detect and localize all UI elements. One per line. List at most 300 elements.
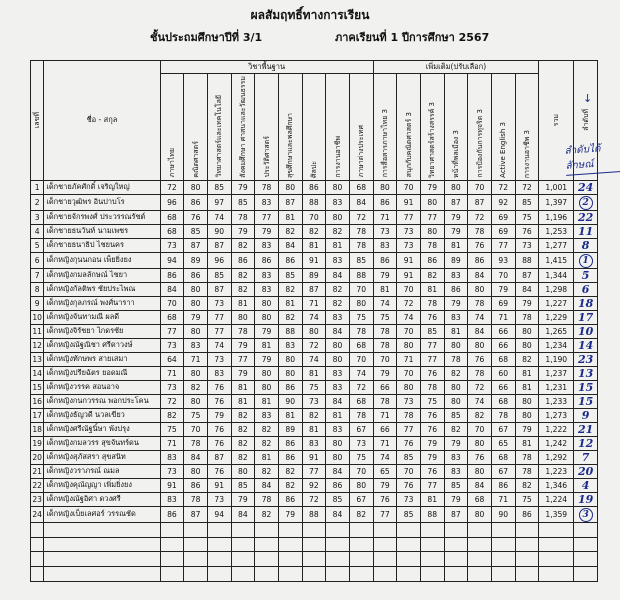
rank-cell: 19 bbox=[574, 492, 598, 506]
score-cell: 71 bbox=[373, 408, 397, 422]
score-cell: 81 bbox=[302, 366, 326, 380]
score-cell: 80 bbox=[444, 394, 468, 408]
empty-cell bbox=[491, 566, 515, 581]
empty-cell bbox=[31, 537, 44, 552]
score-cell: 82 bbox=[231, 450, 255, 464]
student-name: เด็กหญิงศรีณัฐนิ์ษา พังปรุง bbox=[44, 422, 160, 436]
student-name: เด็กหญิงทักษพร สายเสมา bbox=[44, 352, 160, 366]
empty-cell bbox=[539, 566, 574, 581]
score-cell: 80 bbox=[184, 464, 208, 478]
empty-cell bbox=[420, 522, 444, 537]
rank-cell: 2 bbox=[574, 194, 598, 210]
rank-cell: 8 bbox=[574, 238, 598, 252]
score-cell: 79 bbox=[373, 268, 397, 282]
score-cell: 82 bbox=[231, 408, 255, 422]
score-cell: 85 bbox=[326, 492, 350, 506]
score-cell: 71 bbox=[184, 352, 208, 366]
score-cell: 82 bbox=[255, 436, 279, 450]
total-score: 1,253 bbox=[539, 224, 574, 238]
score-cell: 74 bbox=[349, 366, 373, 380]
score-cell: 76 bbox=[420, 366, 444, 380]
score-cell: 70 bbox=[397, 282, 421, 296]
rank-cell: 20 bbox=[574, 464, 598, 478]
score-cell: 72 bbox=[349, 210, 373, 224]
score-cell: 77 bbox=[420, 210, 444, 224]
score-cell: 86 bbox=[278, 252, 302, 268]
row-number: 19 bbox=[31, 436, 44, 450]
row-number: 9 bbox=[31, 296, 44, 310]
score-cell: 74 bbox=[302, 352, 326, 366]
score-cell: 84 bbox=[349, 194, 373, 210]
score-cell: 89 bbox=[278, 422, 302, 436]
table-row bbox=[31, 352, 598, 366]
score-cell: 86 bbox=[491, 478, 515, 492]
handwritten-note: ลำดับได้ลักษณ์ bbox=[564, 140, 620, 174]
score-cell: 87 bbox=[444, 506, 468, 522]
score-cell: 85 bbox=[397, 506, 421, 522]
rank-cell: 4 bbox=[574, 478, 598, 492]
row-number: 18 bbox=[31, 422, 44, 436]
score-cell: 81 bbox=[231, 394, 255, 408]
score-cell: 80 bbox=[184, 282, 208, 296]
score-cell: 75 bbox=[160, 422, 184, 436]
score-cell: 70 bbox=[349, 282, 373, 296]
empty-cell bbox=[515, 537, 539, 552]
score-cell: 80 bbox=[278, 352, 302, 366]
score-cell: 82 bbox=[349, 506, 373, 522]
score-cell: 80 bbox=[515, 324, 539, 338]
score-cell: 78 bbox=[515, 464, 539, 478]
score-cell: 91 bbox=[397, 268, 421, 282]
empty-cell bbox=[302, 552, 326, 567]
score-cell: 85 bbox=[231, 478, 255, 492]
subject-header: ภาษาไทย bbox=[160, 74, 184, 181]
score-cell: 90 bbox=[491, 506, 515, 522]
empty-cell bbox=[349, 566, 373, 581]
table-row bbox=[31, 338, 598, 352]
score-cell: 66 bbox=[373, 422, 397, 436]
score-cell: 79 bbox=[420, 450, 444, 464]
score-cell: 81 bbox=[278, 296, 302, 310]
score-cell: 81 bbox=[326, 238, 350, 252]
score-cell: 86 bbox=[278, 380, 302, 394]
score-cell: 70 bbox=[160, 296, 184, 310]
score-cell: 92 bbox=[491, 194, 515, 210]
empty-cell bbox=[539, 522, 574, 537]
row-number: 17 bbox=[31, 408, 44, 422]
score-cell: 78 bbox=[349, 224, 373, 238]
score-cell: 78 bbox=[468, 296, 492, 310]
score-cell: 76 bbox=[420, 310, 444, 324]
table-row bbox=[31, 408, 598, 422]
score-cell: 80 bbox=[420, 194, 444, 210]
score-cell: 83 bbox=[326, 366, 350, 380]
score-cell: 79 bbox=[231, 366, 255, 380]
rank-cell: 21 bbox=[574, 422, 598, 436]
score-cell: 85 bbox=[420, 324, 444, 338]
rank-cell: 6 bbox=[574, 282, 598, 296]
empty-cell bbox=[160, 537, 184, 552]
score-cell: 88 bbox=[302, 194, 326, 210]
table-row bbox=[31, 282, 598, 296]
score-cell: 80 bbox=[468, 506, 492, 522]
subject-header: การป้องกันการทุจริต 3 bbox=[468, 74, 492, 181]
blank-row bbox=[31, 537, 598, 552]
score-cell: 80 bbox=[326, 210, 350, 224]
score-cell: 72 bbox=[349, 380, 373, 394]
table-row bbox=[31, 394, 598, 408]
score-cell: 81 bbox=[255, 450, 279, 464]
empty-cell bbox=[444, 522, 468, 537]
score-cell: 68 bbox=[349, 394, 373, 408]
score-cell: 73 bbox=[302, 394, 326, 408]
total-score: 1,234 bbox=[539, 338, 574, 352]
score-cell: 80 bbox=[184, 180, 208, 194]
score-cell: 91 bbox=[397, 252, 421, 268]
empty-cell bbox=[184, 552, 208, 567]
table-row bbox=[31, 478, 598, 492]
total-score: 1,222 bbox=[539, 422, 574, 436]
total-score: 1,224 bbox=[539, 492, 574, 506]
total-score: 1,237 bbox=[539, 366, 574, 380]
total-score: 1,298 bbox=[539, 282, 574, 296]
score-cell: 82 bbox=[326, 224, 350, 238]
row-number: 21 bbox=[31, 464, 44, 478]
score-cell: 80 bbox=[444, 338, 468, 352]
score-cell: 80 bbox=[468, 464, 492, 478]
score-cell: 94 bbox=[207, 506, 231, 522]
score-cell: 76 bbox=[420, 422, 444, 436]
empty-cell bbox=[184, 537, 208, 552]
score-cell: 77 bbox=[373, 506, 397, 522]
score-cell: 90 bbox=[207, 224, 231, 238]
score-cell: 70 bbox=[468, 180, 492, 194]
score-cell: 78 bbox=[184, 492, 208, 506]
score-cell: 73 bbox=[397, 238, 421, 252]
score-cell: 75 bbox=[515, 492, 539, 506]
score-cell: 79 bbox=[444, 210, 468, 224]
score-cell: 78 bbox=[468, 224, 492, 238]
score-cell: 85 bbox=[184, 224, 208, 238]
score-cell: 84 bbox=[255, 478, 279, 492]
empty-cell bbox=[515, 566, 539, 581]
student-name: เด็กชายภัคศักดิ์ เจริญใหญ่ bbox=[44, 180, 160, 194]
score-cell: 79 bbox=[231, 224, 255, 238]
score-cell: 82 bbox=[326, 282, 350, 296]
score-cell: 76 bbox=[397, 478, 421, 492]
empty-cell bbox=[468, 566, 492, 581]
score-cell: 76 bbox=[207, 380, 231, 394]
score-cell: 74 bbox=[373, 296, 397, 310]
score-cell: 87 bbox=[515, 268, 539, 282]
score-cell: 83 bbox=[160, 492, 184, 506]
score-cell: 71 bbox=[160, 436, 184, 450]
score-cell: 72 bbox=[302, 338, 326, 352]
score-cell: 80 bbox=[444, 180, 468, 194]
basic-subjects-header: วิชาพื้นฐาน bbox=[160, 61, 373, 74]
score-cell: 80 bbox=[444, 380, 468, 394]
score-cell: 80 bbox=[326, 180, 350, 194]
subject-header: ภาษาต่างประเทศ bbox=[349, 74, 373, 181]
score-cell: 82 bbox=[515, 352, 539, 366]
score-cell: 84 bbox=[468, 478, 492, 492]
empty-cell bbox=[444, 552, 468, 567]
student-name: เด็กหญิงวรรค สอนอาจ bbox=[44, 380, 160, 394]
score-cell: 88 bbox=[278, 324, 302, 338]
score-cell: 80 bbox=[184, 394, 208, 408]
score-cell: 76 bbox=[420, 408, 444, 422]
score-cell: 82 bbox=[231, 436, 255, 450]
total-header: รวม bbox=[539, 61, 574, 181]
empty-cell bbox=[491, 537, 515, 552]
score-cell: 72 bbox=[397, 296, 421, 310]
score-cell: 77 bbox=[397, 422, 421, 436]
score-cell: 83 bbox=[444, 268, 468, 282]
table-row bbox=[31, 506, 598, 522]
score-cell: 89 bbox=[302, 268, 326, 282]
empty-cell bbox=[207, 522, 231, 537]
student-name: เด็กชายวุฒิพร อินปาบโร bbox=[44, 194, 160, 210]
score-cell: 82 bbox=[468, 408, 492, 422]
score-cell: 80 bbox=[326, 338, 350, 352]
row-number: 13 bbox=[31, 352, 44, 366]
table-row bbox=[31, 210, 598, 224]
row-number: 10 bbox=[31, 310, 44, 324]
empty-cell bbox=[278, 552, 302, 567]
empty-cell bbox=[255, 537, 279, 552]
table-row bbox=[31, 464, 598, 478]
row-number: 8 bbox=[31, 282, 44, 296]
empty-cell bbox=[255, 566, 279, 581]
score-cell: 78 bbox=[515, 450, 539, 464]
score-cell: 78 bbox=[444, 352, 468, 366]
empty-cell bbox=[278, 522, 302, 537]
score-cell: 79 bbox=[444, 296, 468, 310]
score-cell: 87 bbox=[184, 506, 208, 522]
score-cell: 72 bbox=[468, 380, 492, 394]
score-cell: 78 bbox=[255, 492, 279, 506]
empty-cell bbox=[420, 566, 444, 581]
empty-cell bbox=[574, 522, 598, 537]
subject-header: สุขศึกษาและพลศึกษา bbox=[278, 74, 302, 181]
empty-cell bbox=[349, 552, 373, 567]
score-cell: 91 bbox=[302, 252, 326, 268]
subject-header: สนุกกับคณิตศาสตร์ 3 bbox=[397, 74, 421, 181]
score-cell: 83 bbox=[373, 238, 397, 252]
total-score: 1,190 bbox=[539, 352, 574, 366]
empty-cell bbox=[491, 522, 515, 537]
score-cell: 68 bbox=[349, 180, 373, 194]
term-label: ภาคเรียนที่ 1 ปีการศึกษา 2567 bbox=[335, 31, 490, 44]
score-cell: 79 bbox=[231, 338, 255, 352]
empty-cell bbox=[326, 537, 350, 552]
score-cell: 76 bbox=[207, 464, 231, 478]
rank-cell: 10 bbox=[574, 324, 598, 338]
score-cell: 82 bbox=[278, 310, 302, 324]
subject-header: วิทยาศาสตร์และเทคโนโลยี bbox=[207, 74, 231, 181]
blank-row bbox=[31, 522, 598, 537]
score-cell: 73 bbox=[373, 224, 397, 238]
score-cell: 82 bbox=[278, 282, 302, 296]
empty-cell bbox=[326, 566, 350, 581]
score-cell: 78 bbox=[420, 380, 444, 394]
score-cell: 77 bbox=[420, 338, 444, 352]
empty-cell bbox=[231, 537, 255, 552]
score-cell: 83 bbox=[444, 310, 468, 324]
score-cell: 72 bbox=[160, 180, 184, 194]
empty-cell bbox=[44, 552, 160, 567]
score-cell: 79 bbox=[515, 296, 539, 310]
empty-cell bbox=[420, 552, 444, 567]
empty-cell bbox=[397, 522, 421, 537]
subject-header: Active English 3 bbox=[491, 74, 515, 181]
table-row bbox=[31, 436, 598, 450]
table-row bbox=[31, 238, 598, 252]
score-cell: 74 bbox=[468, 310, 492, 324]
table-row bbox=[31, 296, 598, 310]
score-cell: 79 bbox=[373, 478, 397, 492]
subject-header: การสื่อสารภาษาไทย 3 bbox=[373, 74, 397, 181]
row-number: 22 bbox=[31, 478, 44, 492]
score-cell: 84 bbox=[160, 282, 184, 296]
score-cell: 74 bbox=[373, 450, 397, 464]
score-cell: 85 bbox=[444, 478, 468, 492]
score-cell: 80 bbox=[326, 352, 350, 366]
score-cell: 82 bbox=[302, 224, 326, 238]
empty-cell bbox=[373, 522, 397, 537]
score-cell: 80 bbox=[255, 380, 279, 394]
score-cell: 81 bbox=[278, 210, 302, 224]
score-cell: 80 bbox=[302, 324, 326, 338]
rank-cell: 9 bbox=[574, 408, 598, 422]
rank-header: ลำดับที่ bbox=[574, 61, 598, 181]
student-name: เด็กหญิงจิรัชยา ไกดรชัย bbox=[44, 324, 160, 338]
score-cell: 85 bbox=[207, 180, 231, 194]
score-cell: 80 bbox=[397, 380, 421, 394]
empty-cell bbox=[278, 537, 302, 552]
score-cell: 78 bbox=[515, 310, 539, 324]
score-cell: 96 bbox=[160, 194, 184, 210]
empty-cell bbox=[539, 537, 574, 552]
score-cell: 80 bbox=[468, 282, 492, 296]
score-cell: 79 bbox=[373, 366, 397, 380]
score-cell: 71 bbox=[397, 352, 421, 366]
score-cell: 71 bbox=[160, 366, 184, 380]
score-cell: 66 bbox=[373, 380, 397, 394]
empty-cell bbox=[231, 552, 255, 567]
score-cell: 79 bbox=[444, 436, 468, 450]
score-cell: 82 bbox=[231, 282, 255, 296]
score-cell: 84 bbox=[468, 268, 492, 282]
total-score: 1,265 bbox=[539, 324, 574, 338]
score-cell: 66 bbox=[491, 338, 515, 352]
score-cell: 60 bbox=[491, 366, 515, 380]
score-cell: 75 bbox=[515, 210, 539, 224]
empty-cell bbox=[574, 537, 598, 552]
score-cell: 78 bbox=[231, 324, 255, 338]
score-cell: 76 bbox=[207, 436, 231, 450]
score-cell: 70 bbox=[349, 352, 373, 366]
score-cell: 77 bbox=[420, 478, 444, 492]
score-cell: 86 bbox=[160, 268, 184, 282]
student-name: เด็กหญิงณัฐอิศา ดวงศรี bbox=[44, 492, 160, 506]
score-cell: 79 bbox=[231, 180, 255, 194]
score-cell: 91 bbox=[397, 194, 421, 210]
score-cell: 78 bbox=[420, 238, 444, 252]
rank-cell: 14 bbox=[574, 338, 598, 352]
score-cell: 79 bbox=[184, 310, 208, 324]
score-cell: 80 bbox=[468, 338, 492, 352]
score-cell: 73 bbox=[160, 338, 184, 352]
score-cell: 71 bbox=[373, 210, 397, 224]
table-row bbox=[31, 492, 598, 506]
empty-cell bbox=[574, 566, 598, 581]
empty-cell bbox=[207, 566, 231, 581]
score-cell: 81 bbox=[302, 238, 326, 252]
table-row bbox=[31, 422, 598, 436]
col-name-header: ชื่อ - สกุล bbox=[44, 61, 160, 181]
score-cell: 72 bbox=[302, 492, 326, 506]
score-cell: 88 bbox=[420, 506, 444, 522]
score-cell: 81 bbox=[255, 394, 279, 408]
empty-cell bbox=[349, 522, 373, 537]
blank-row bbox=[31, 566, 598, 581]
score-cell: 85 bbox=[444, 408, 468, 422]
score-cell: 80 bbox=[231, 464, 255, 478]
table-row bbox=[31, 310, 598, 324]
score-cell: 67 bbox=[349, 422, 373, 436]
student-name: เด็กหญิงกุนนกอน เพ็ยยิ่งยง bbox=[44, 252, 160, 268]
score-cell: 80 bbox=[349, 296, 373, 310]
score-cell: 68 bbox=[491, 450, 515, 464]
score-cell: 83 bbox=[444, 450, 468, 464]
score-cell: 76 bbox=[373, 492, 397, 506]
total-score: 1,397 bbox=[539, 194, 574, 210]
score-cell: 79 bbox=[420, 436, 444, 450]
score-cell: 74 bbox=[302, 310, 326, 324]
empty-cell bbox=[278, 566, 302, 581]
score-cell: 86 bbox=[373, 252, 397, 268]
score-cell: 82 bbox=[255, 422, 279, 436]
total-score: 1,359 bbox=[539, 506, 574, 522]
score-cell: 72 bbox=[160, 394, 184, 408]
score-cell: 87 bbox=[278, 194, 302, 210]
score-cell: 87 bbox=[302, 282, 326, 296]
student-name: เด็กหญิงจันทามณี ผลดี bbox=[44, 310, 160, 324]
score-cell: 81 bbox=[515, 366, 539, 380]
score-cell: 86 bbox=[302, 180, 326, 194]
score-cell: 92 bbox=[302, 478, 326, 492]
class-label: ชั้นประถมศึกษาปีที่ 3/1 bbox=[150, 31, 263, 44]
score-cell: 73 bbox=[397, 394, 421, 408]
score-cell: 78 bbox=[373, 338, 397, 352]
score-cell: 82 bbox=[444, 366, 468, 380]
score-cell: 66 bbox=[491, 380, 515, 394]
empty-cell bbox=[160, 552, 184, 567]
score-cell: 82 bbox=[160, 408, 184, 422]
score-cell: 71 bbox=[491, 492, 515, 506]
student-name: เด็กหญิงกนกวรรณ พอกประโคน bbox=[44, 394, 160, 408]
total-score: 1,344 bbox=[539, 268, 574, 282]
subject-header: วิทยาศาสตร์สร้างสรรค์ 3 bbox=[420, 74, 444, 181]
score-table bbox=[30, 60, 598, 582]
rank-cell: 23 bbox=[574, 352, 598, 366]
total-score: 1,229 bbox=[539, 310, 574, 324]
row-number: 24 bbox=[31, 506, 44, 522]
score-cell: 69 bbox=[491, 296, 515, 310]
score-cell: 78 bbox=[349, 238, 373, 252]
score-cell: 70 bbox=[468, 422, 492, 436]
